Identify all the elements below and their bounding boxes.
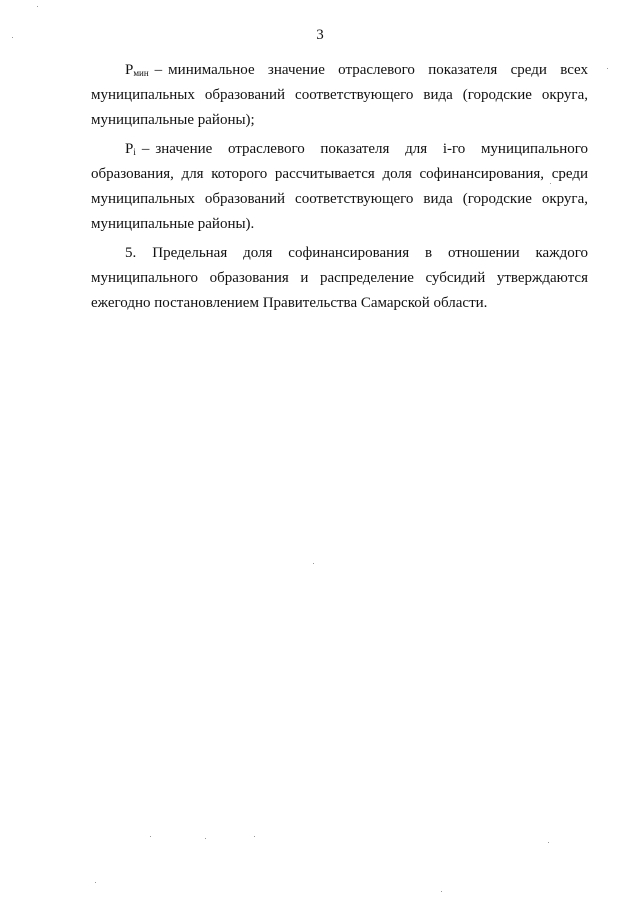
scan-speck <box>548 842 549 843</box>
scan-speck <box>441 891 442 892</box>
scan-speck <box>607 68 608 69</box>
document-body <box>91 58 588 316</box>
symbol-subscript: i <box>133 147 136 157</box>
symbol-subscript: мин <box>133 68 149 78</box>
symbol-p-i <box>125 141 136 157</box>
scan-speck <box>313 563 314 564</box>
paragraph-item-5 <box>91 241 588 316</box>
definition-dash: – <box>141 141 150 157</box>
scan-speck <box>12 37 13 38</box>
scan-speck <box>37 6 38 7</box>
definition-dash: – <box>154 62 163 78</box>
scan-speck <box>150 836 151 837</box>
definition-text: минимальное значение отраслевого показателя среди всех муниципальных образований соответствующего вида (городские округа, муниципальные районы); <box>91 62 588 128</box>
symbol-letter: P <box>125 62 134 78</box>
item-number: 5. <box>125 245 137 261</box>
scan-speck <box>205 838 206 839</box>
scan-speck <box>95 882 96 883</box>
scan-speck <box>550 183 551 184</box>
scan-speck <box>254 836 255 837</box>
definition-text: значение отраслевого показателя для i-го муниципального образования, для которого рассчитывается доля софинансирования, среди муниципальных образований соответствующего вида (городские округа, муниципальные районы). <box>91 141 588 232</box>
symbol-p-min <box>125 62 149 78</box>
symbol-letter: P <box>125 141 134 157</box>
paragraph-p-i-definition <box>91 137 588 237</box>
item-text: Предельная доля софинансирования в отношении каждого муниципального образования и распределение субсидий утверждаются ежегодно постановлением Правительства Самарской области. <box>91 245 588 311</box>
paragraph-p-min-definition <box>91 58 588 133</box>
page-number: 3 <box>316 27 324 43</box>
